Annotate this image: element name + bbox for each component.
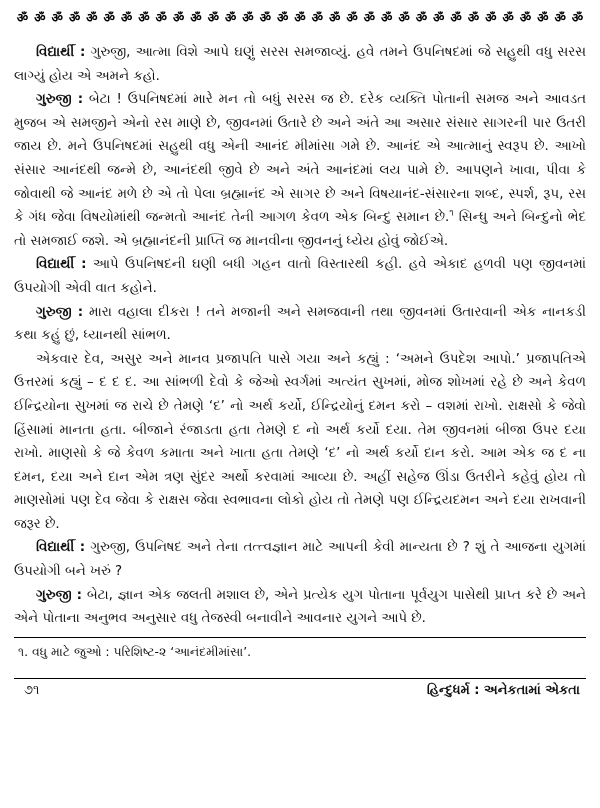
speaker-label: ગુરુજી : bbox=[36, 587, 83, 603]
paragraph-7 bbox=[14, 584, 586, 631]
om-symbol-icon: ॐ bbox=[519, 9, 532, 25]
paragraph-text: બેટા ! ઉપનિષદમાં મારે મન તો બધું સરસ જ છે. દરેક વ્યક્તિ પોતાની સમજ અને આવડત મુજબ એ સમજીને એનો રસ માણે છે, જીવનમાં ઉતારે છે અને અંતે આ અસાર સંસાર સાગરની પાર ઉતરી જાય છે. મને ઉપનિષદમાં સહુથી વધુ એની આનંદ મીમાંસા ગમે છે. આનંદ એ આત્માનું સ્વરૂપ છે. આખો સંસાર આનંદથી જન્મે છે, આનંદથી જીવે છે અને અંતે આનંદમાં લય પામે છે. આપણને ખાવા, પીવા કે જોવાથી જે આનંદ મળે છે એ તો પેલા બ્રહ્માનંદ એ સાગર છે અને વિષયાનંદ-સંસારના શબ્દ, સ્પર્શ, રૂપ, રસ કે ગંધ જેવા વિષયોમાંથી જન્મતો આનંદ તેની આગળ કેવળ એક બિન્દુ સમાન છે. bbox=[14, 92, 586, 226]
paragraph-text: ગુરુજી, આત્મા વિશે આપે ઘણું સરસ સમજાવ્યું. હવે તમને ઉપનિષદમાં જે સહુથી વધુ સરસ લાગ્યું હોય એ અમને કહો. bbox=[14, 45, 587, 84]
paragraph-6 bbox=[14, 536, 586, 583]
om-symbol-icon: ॐ bbox=[172, 9, 185, 25]
paragraph-text-continued: સિન્ધુ અને બિન્દુનો ભેદ તો સમજાઈ જશે. એ બ્રહ્માનંદની પ્રાપ્તિ જ માનવીના જીવનનું ધ્યેય હોવું જોઈએ. bbox=[14, 210, 586, 249]
om-symbol-icon: ॐ bbox=[467, 9, 480, 25]
om-symbol-icon: ॐ bbox=[86, 9, 98, 25]
paragraph-text: આપે ઉપનિષદની ઘણી બધી ગહન વાતો વિસ્તારથી કહી. હવે એકાદ હળવી પણ જીવનમાં ઉપયોગી એવી વાત કહોને. bbox=[14, 257, 586, 296]
om-symbol-icon: ॐ bbox=[450, 9, 462, 25]
om-symbol-icon: ॐ bbox=[311, 9, 324, 25]
speaker-label: ગુરુજી : bbox=[36, 304, 84, 320]
om-symbol-icon: ॐ bbox=[103, 9, 115, 25]
page-footer bbox=[14, 679, 586, 698]
om-symbol-icon: ॐ bbox=[224, 9, 237, 25]
om-symbol-icon: ॐ bbox=[433, 9, 445, 25]
om-symbol-icon: ॐ bbox=[294, 9, 306, 25]
paragraph-text: ગુરુજી, ઉપનિષદ અને તેના તત્ત્વજ્ઞાન માટે આપની કેવી માન્યતા છે ? શું તે આજના યુગમાં ઉપયોગી બને ખરું ? bbox=[14, 540, 587, 580]
page-number: ૭૧ bbox=[24, 682, 40, 698]
om-symbol-icon: ॐ bbox=[190, 9, 202, 25]
footnote-marker: ૧ bbox=[449, 208, 454, 219]
paragraph-4 bbox=[14, 301, 586, 348]
speaker-label: ગુરુજી : bbox=[36, 92, 84, 108]
om-symbol-icon: ॐ bbox=[155, 9, 167, 25]
om-symbol-icon: ॐ bbox=[242, 9, 254, 25]
om-symbol-icon: ॐ bbox=[259, 9, 272, 25]
om-symbol-icon: ॐ bbox=[571, 9, 584, 25]
om-symbol-icon: ॐ bbox=[485, 9, 497, 25]
om-symbol-icon: ॐ bbox=[276, 9, 289, 25]
om-symbol-icon: ॐ bbox=[346, 9, 358, 25]
om-symbol-icon: ॐ bbox=[363, 9, 376, 25]
om-symbol-icon: ॐ bbox=[415, 9, 428, 25]
paragraph-2 bbox=[14, 88, 586, 253]
om-symbol-icon: ॐ bbox=[120, 9, 133, 25]
book-title: હિન્દુધર્મ : અનેકતામાં એકતા bbox=[426, 682, 580, 698]
om-symbol-icon: ॐ bbox=[328, 9, 341, 25]
paragraph-5 bbox=[14, 348, 586, 537]
om-symbol-icon: ॐ bbox=[381, 9, 393, 25]
paragraph-1 bbox=[14, 41, 586, 88]
main-text bbox=[14, 41, 586, 631]
paragraph-text: બેટા, જ્ઞાન એક જલતી મશાલ છે, એને પ્રત્યેક યુગ પોતાના પૂર્વયુગ પાસેથી પ્રાપ્ત કરે છે અને એને પોતાના અનુભવ અનુસાર વધુ તેજસ્વી બનાવીને આવનાર યુગને આપે છે. bbox=[14, 587, 586, 627]
paragraph-text: મારા વહાલા દીકરા ! તને મજાની અને સમજવાની તથા જીવનમાં ઉતારવાની એક નાનકડી કથા કહું છું, ધ્યાનથી સાંભળ. bbox=[14, 304, 586, 344]
speaker-label: વિદ્યાર્થી : bbox=[36, 257, 87, 273]
footnote-divider bbox=[14, 637, 586, 638]
om-symbol-icon: ॐ bbox=[138, 9, 150, 25]
om-symbol-icon: ॐ bbox=[502, 9, 514, 25]
om-symbol-icon: ॐ bbox=[16, 9, 29, 25]
om-symbol-icon: ॐ bbox=[51, 9, 63, 25]
speaker-label: વિદ્યાર્થી : bbox=[36, 45, 86, 60]
paragraph-3 bbox=[14, 253, 586, 300]
footnote: ૧. વધુ માટે જુઓ : પરિશિષ્ટ-૨ ‘આનંદમીમાંસા’. bbox=[18, 643, 252, 659]
om-border bbox=[14, 6, 586, 29]
om-symbol-icon: ॐ bbox=[398, 9, 410, 25]
om-symbol-icon: ॐ bbox=[537, 9, 549, 25]
speaker-label: વિદ્યાર્થી : bbox=[36, 540, 86, 556]
om-symbol-icon: ॐ bbox=[207, 9, 219, 25]
om-symbol-icon: ॐ bbox=[34, 9, 46, 25]
paragraph-text: એકવાર દેવ, અસુર અને માનવ પ્રજાપતિ પાસે ગયા અને કહ્યું : ‘અમને ઉપદેશ આપો.’ પ્રજાપતિએ ઉત્તરમાં કહ્યું – દ દ દ. આ સાંભળી દેવો કે જેઓ સ્વર્ગમાં અત્યંત સુખમાં, મોજ શોખમાં રહે છે અને કેવળ ઈન્દ્રિયોના સુખમાં જ રાચે છે તેમણે ‘દ’ નો અર્થ કર્યો, ઈન્દ્રિયોનું દમન કરો – વશમાં રાખો. રાક્ષસો કે જેવો હિંસામાં માનતા હતા. બીજાને રંજાડતા હતા તેમણે દ નો અર્થ કર્યો દયા. તેમ જીવનમાં બીજા ઉપર દયા રાખો. માણસો કે જે કેવળ કમાતા અને ખાતા હતા તેમણે ‘દ’ નો અર્થ કર્યો દાન કરો. આમ એક જ દ ના દમન, દયા અને દાન એમ ત્રણ સુંદર અર્થો કરવામાં આવ્યા છે. અહીં સહેજ ઊંડા ઉતરીને કહેવું હોય તો માણસોમાં પણ દેવ જેવા કે રાક્ષસ જેવા સ્વભાવના લોકો હોય તો તેમણે પણ ઈન્દ્રિયદમન અને દયા રાખવાની જરૂર છે. bbox=[14, 351, 586, 532]
om-symbol-icon: ॐ bbox=[554, 9, 566, 25]
om-symbol-icon: ॐ bbox=[68, 9, 81, 25]
